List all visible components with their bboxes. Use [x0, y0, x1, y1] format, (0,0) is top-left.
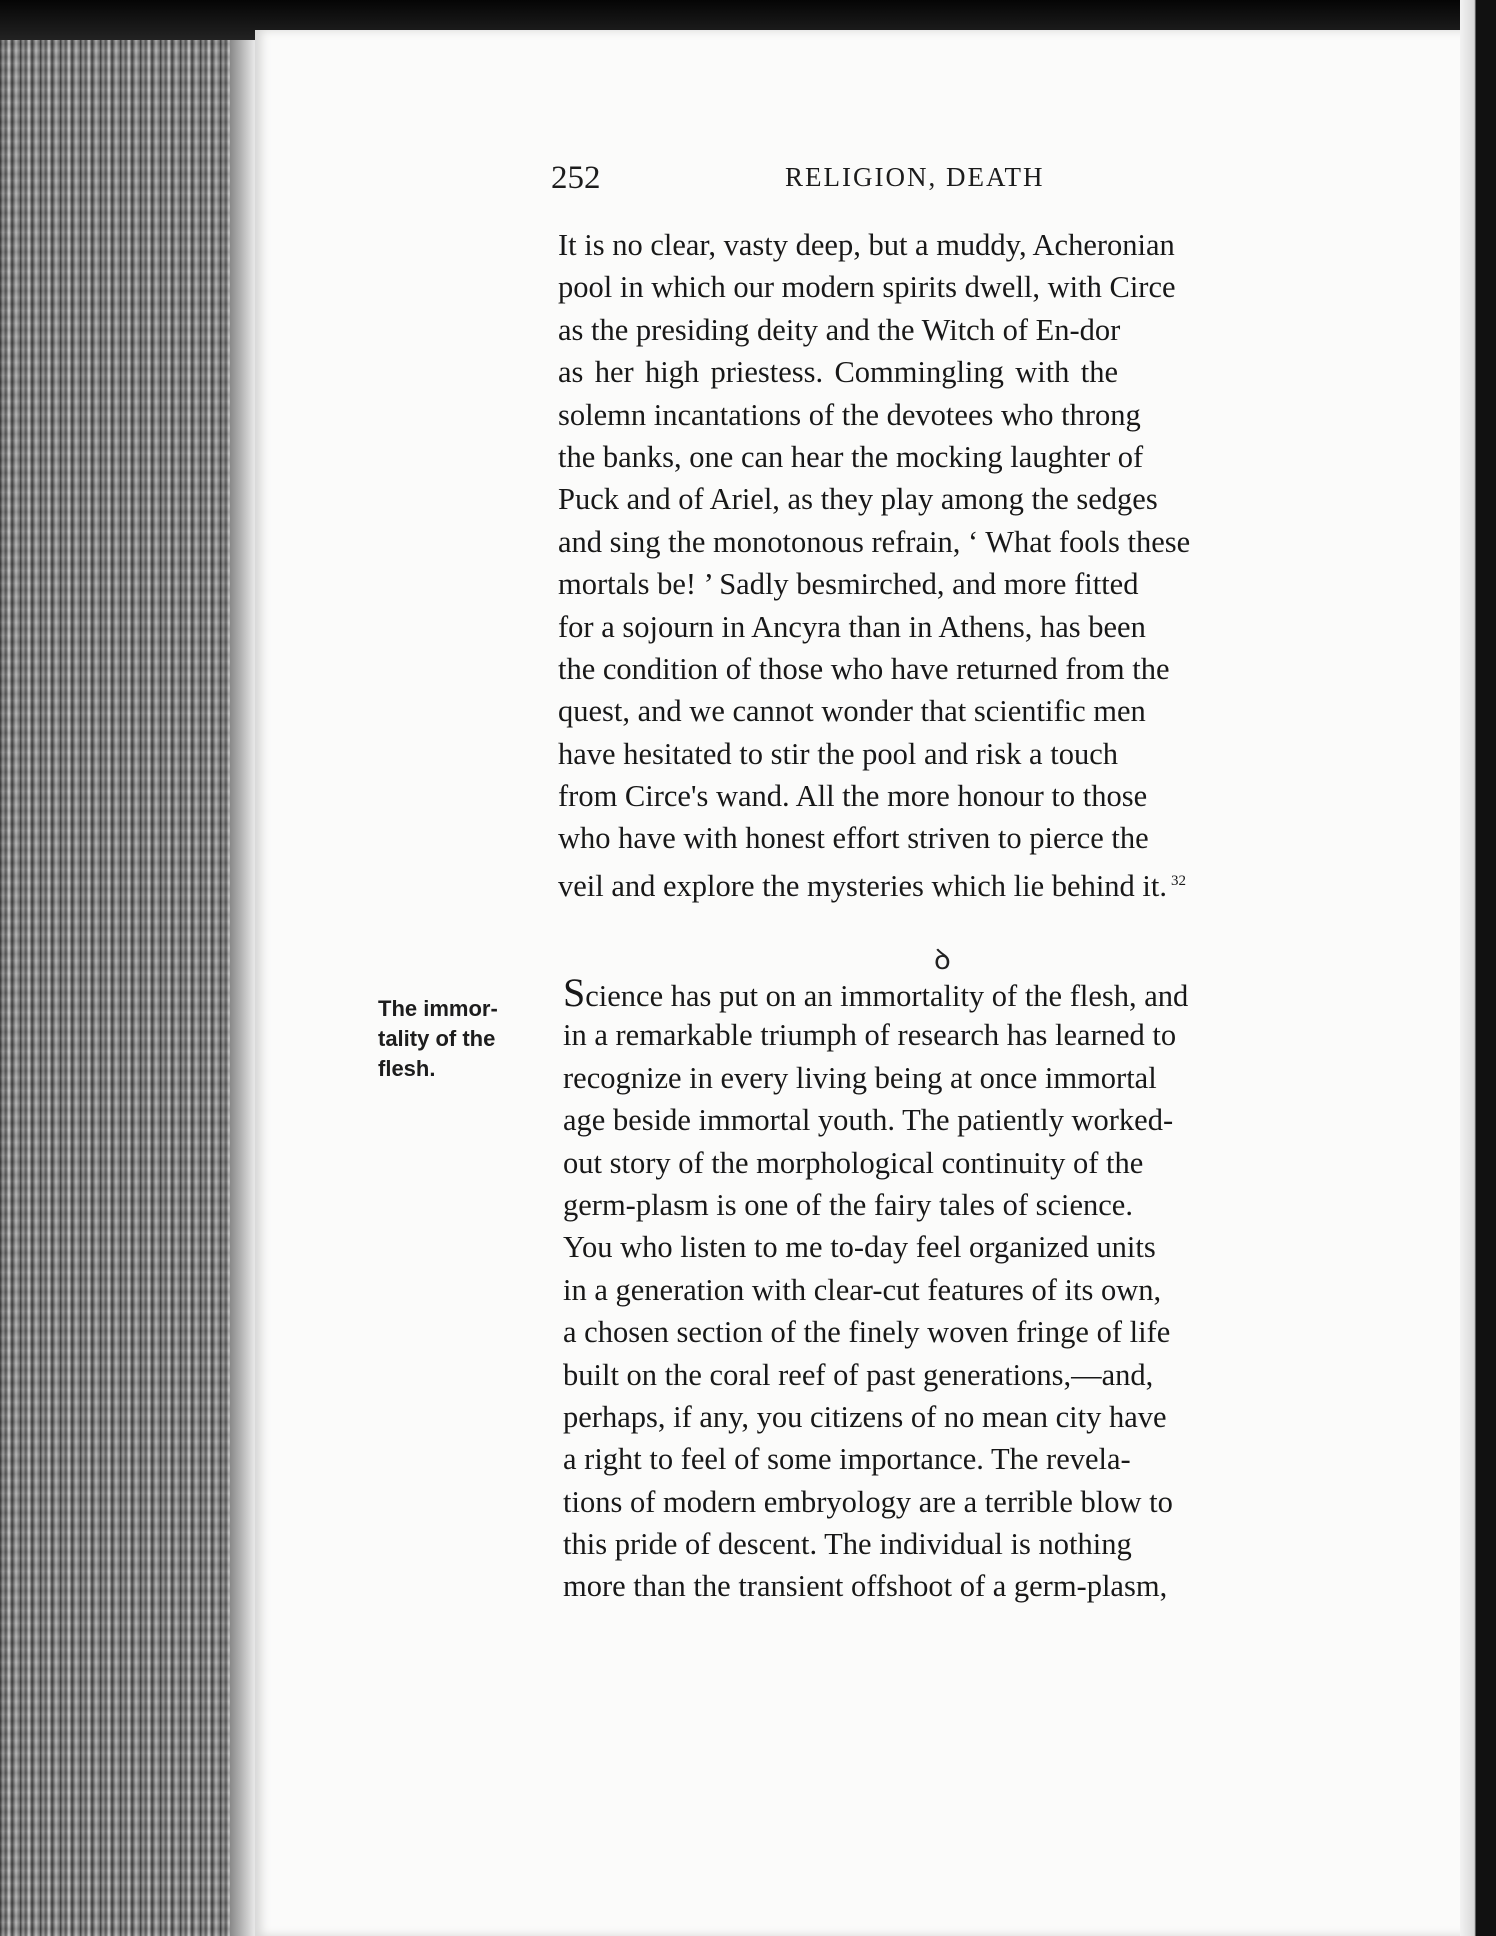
- text-line: recognize in every living being at once immortal: [563, 1060, 1157, 1095]
- text-line: as her high priestess. Commingling with the: [558, 355, 1118, 390]
- text-line: solemn incantations of the devotees who throng: [558, 397, 1141, 432]
- paragraph-1: [558, 224, 1191, 903]
- text-line: tions of modern embryology are a terrible blow to: [563, 1484, 1173, 1519]
- book-right-edge: [1460, 0, 1496, 1936]
- text-line: It is no clear, vasty deep, but a muddy, Acheronian: [558, 228, 1175, 262]
- page-header: [545, 160, 1110, 210]
- footnote-reference: 32: [1171, 872, 1186, 889]
- text-line-first: [563, 970, 1189, 1015]
- text-line: a right to feel of some importance. The revela-: [563, 1442, 1131, 1477]
- text-line: a chosen section of the finely woven fringe of life: [563, 1315, 1171, 1350]
- paragraph-2: [563, 970, 1189, 1608]
- marginal-note-line: flesh.: [378, 1056, 436, 1081]
- text-line: from Circe's wand. All the more honour to those: [558, 779, 1148, 814]
- text-line: You who listen to me to-day feel organized units: [563, 1230, 1156, 1265]
- text-line: quest, and we cannot wonder that scientific men: [558, 694, 1146, 729]
- text-line-last: [558, 860, 1186, 903]
- text-line: Puck and of Ariel, as they play among the sedges: [558, 482, 1158, 517]
- marginal-note-line: tality of the: [378, 1026, 496, 1051]
- text-line: in a generation with clear-cut features of its own,: [563, 1272, 1162, 1307]
- text-line: age beside immortal youth. The patiently worked-: [563, 1103, 1174, 1138]
- drop-cap: S: [563, 970, 586, 1015]
- text-line: more than the transient offshoot of a germ-plasm,: [563, 1569, 1168, 1604]
- text-line-content: cience has put on an immortality of the flesh, and: [585, 979, 1189, 1013]
- text-line: perhaps, if any, you citizens of no mean city have: [563, 1399, 1167, 1434]
- text-line: for a sojourn in Ancyra than in Athens, has been: [558, 609, 1146, 644]
- text-line: built on the coral reef of past generations,—and,: [563, 1357, 1154, 1392]
- text-line: and sing the monotonous refrain, ‘ What fools these: [558, 524, 1191, 559]
- text-line: pool in which our modern spirits dwell, with Circe: [558, 270, 1176, 305]
- text-line: germ-plasm is one of the fairy tales of science.: [563, 1187, 1133, 1222]
- section-ornament: ꝺ: [934, 945, 951, 976]
- marginal-note: [378, 994, 538, 1084]
- page-number: 252: [551, 160, 601, 196]
- book-page-edges: [0, 40, 260, 1936]
- text-line: out story of the morphological continuity of the: [563, 1145, 1144, 1180]
- running-head: RELIGION, DEATH: [785, 162, 1045, 192]
- text-line-content: veil and explore the mysteries which lie behind it.: [558, 868, 1167, 903]
- text-line: as the presiding deity and the Witch of En-dor: [558, 312, 1121, 347]
- text-line: the condition of those who have returned from the: [558, 651, 1170, 686]
- text-line: this pride of descent. The individual is nothing: [563, 1527, 1132, 1562]
- text-line: in a remarkable triumph of research has learned to: [563, 1018, 1177, 1053]
- text-line: the banks, one can hear the mocking laughter of: [558, 439, 1144, 474]
- marginal-note-line: The immor-: [378, 996, 498, 1021]
- text-line: who have with honest effort striven to pierce the: [558, 821, 1149, 856]
- text-line: have hesitated to stir the pool and risk a touch: [558, 736, 1118, 771]
- text-line: mortals be! ’ Sadly besmirched, and more fitted: [558, 567, 1139, 602]
